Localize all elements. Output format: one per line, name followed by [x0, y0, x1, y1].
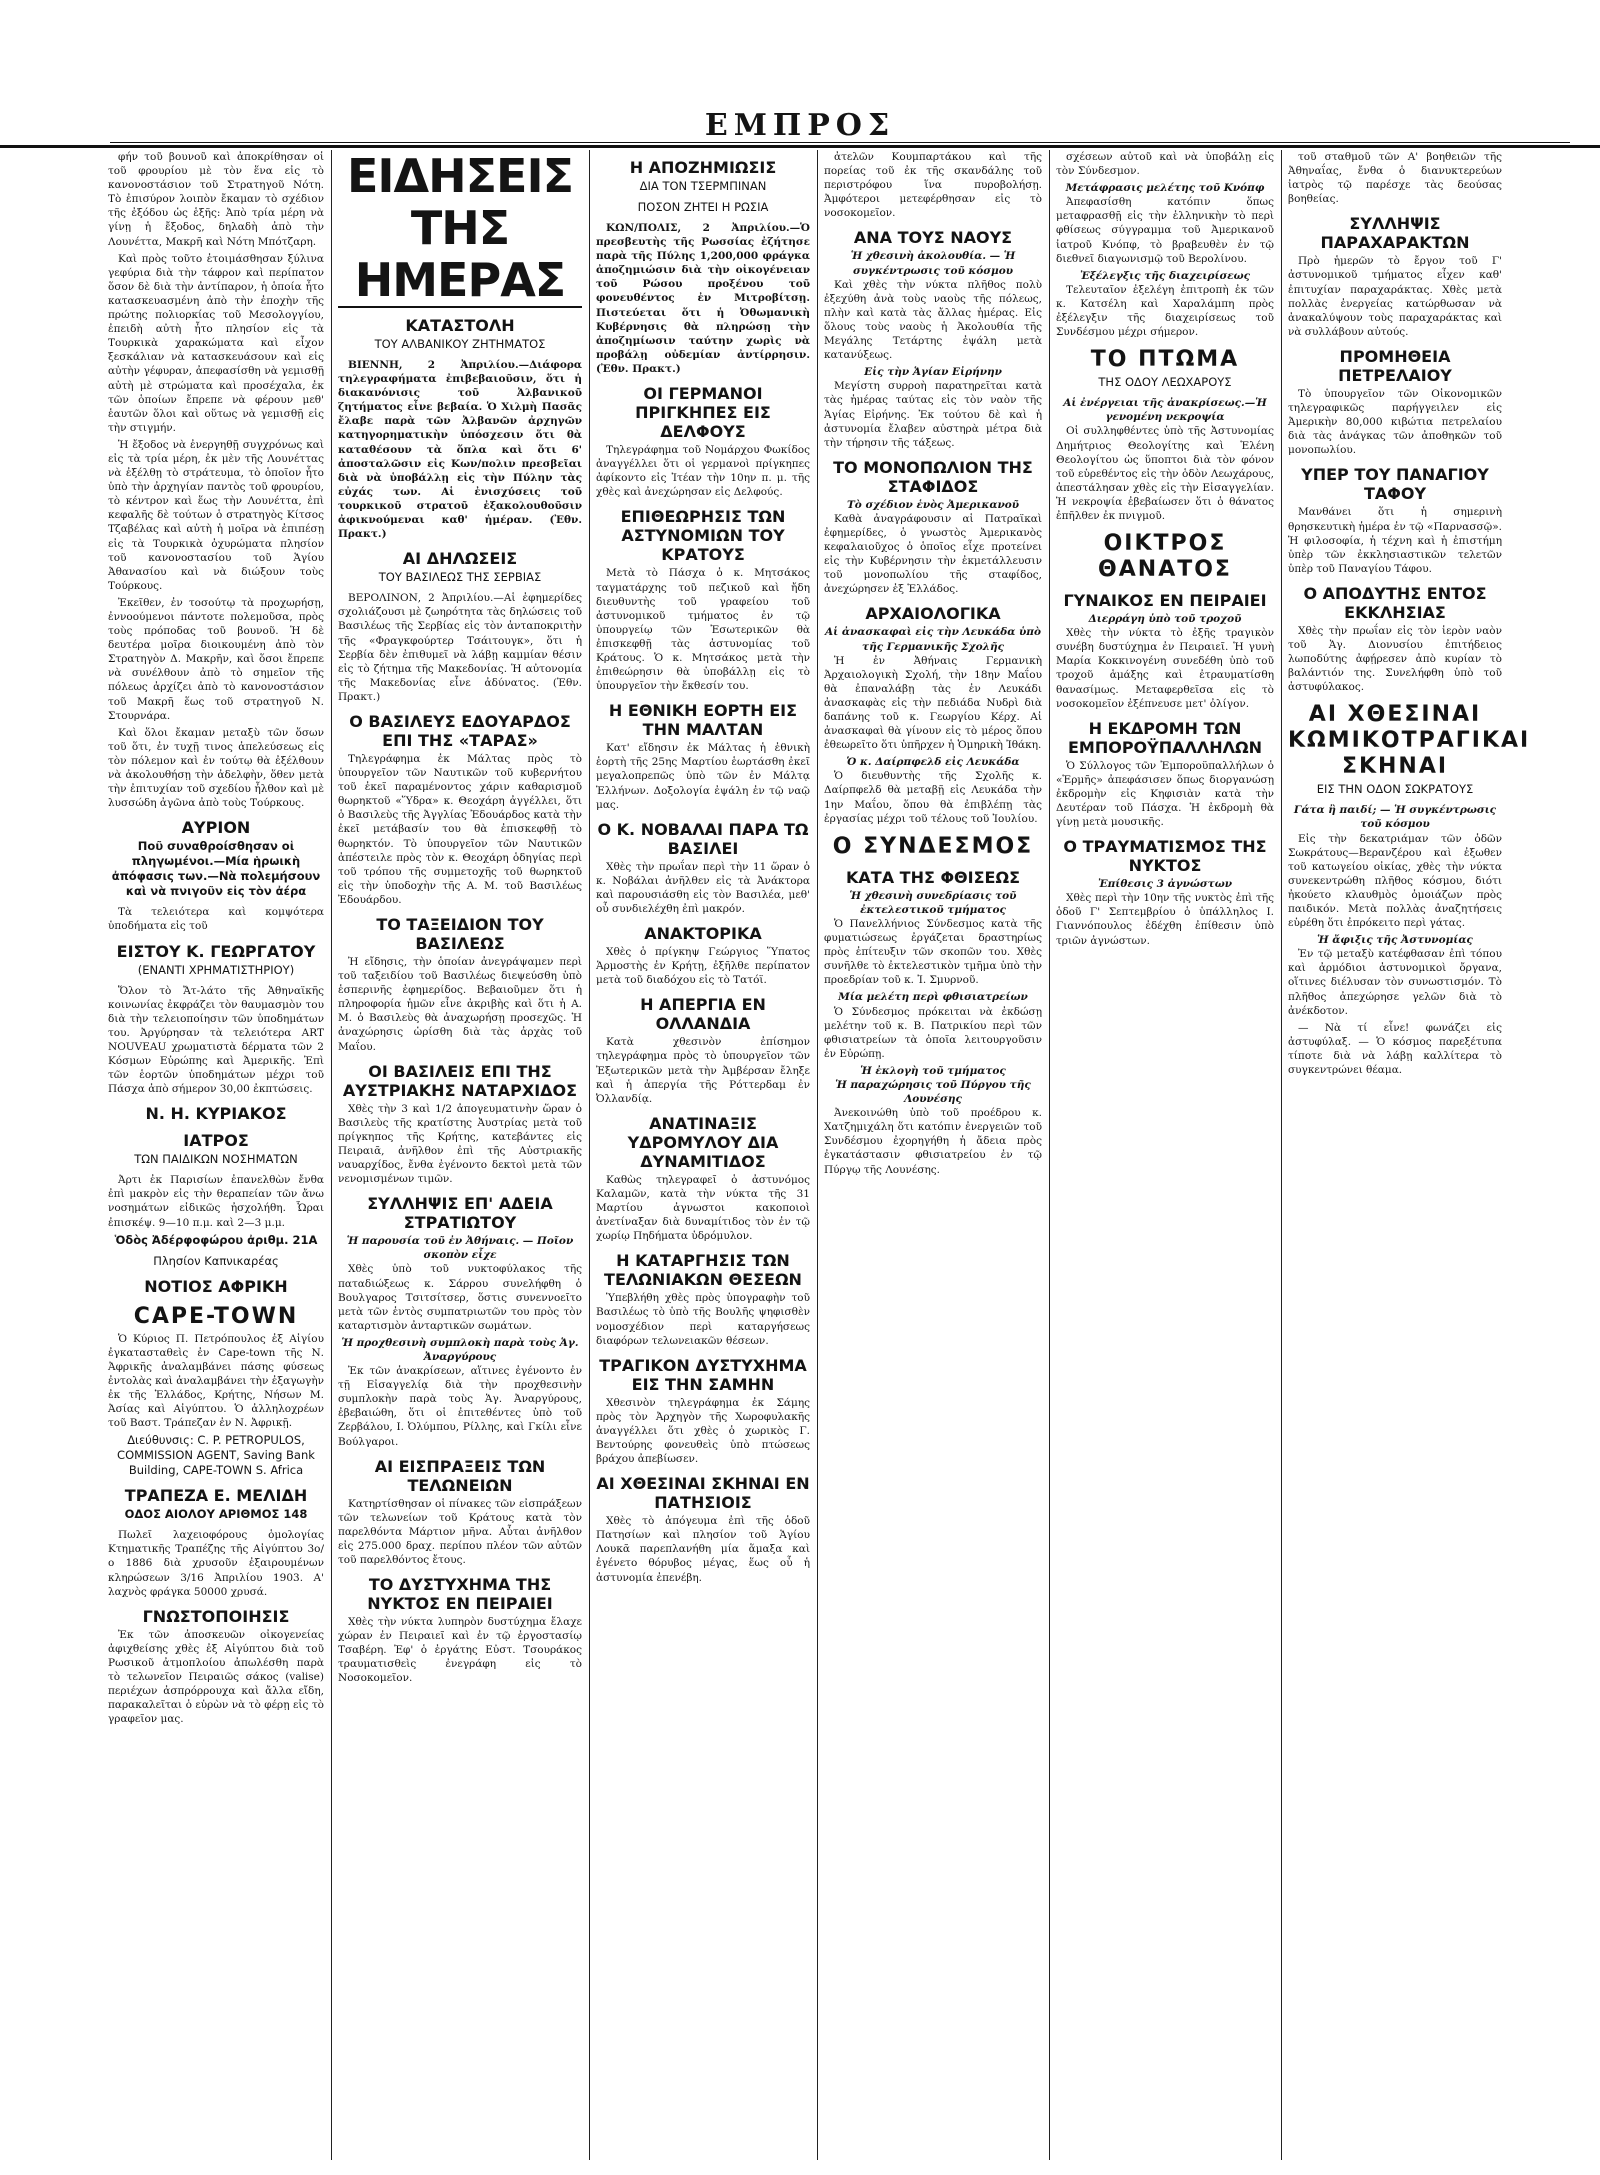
article-heading: ΤΡΑΠΕΖΑ Ε. ΜΕΛΙΔΗ	[124, 1486, 308, 1506]
article-paragraph: Ἀπεφασίσθη κατόπιν ὅπως μεταφρασθῇ εἰς τὴν ἑλληνικὴν τὸ περὶ φθίσεως σύγγραμμα τοῦ Ἀμερικανοῦ ἰατροῦ Κνόπφ, τὸ βραβευθὲν ἐν τῷ διεθνεῖ διαγωνισμῷ τοῦ Βερολίνου.	[1056, 196, 1274, 265]
article-paragraph: Ἐκεῖθεν, ἐν τοσούτῳ τὰ προχωρήσῃ, ἐννοούμενοι πάντοτε πολεμοῦσα, πρὸς τοὺς πρόποδας τοῦ βουνοῦ. Ἡ δὲ δευτέρα μοῖρα διοικουμένη ἀπὸ τὸν Στρατηγὸν Δ. Μακρῆν, καὶ ὅσοι ἔπρεπε νὰ συνέλθουν ἀπὸ τὸ σημεῖον τῆς πόλεως ἀρχίζει ἀπὸ τὸ κανονοστάσιον τοῦ Μακρῆ ἕως τοῦ στρατηγοῦ Ν. Στουρνάρα.	[108, 596, 324, 722]
article-heading: ΑΝΑΤΙΝΑΞΙΣ ΥΔΡΟΜΥΛΟΥ ΔΙΑ ΔΥΝΑΜΙΤΙΔΟΣ	[627, 1113, 779, 1171]
article-subheading: Μετάφρασις μελέτης τοῦ Κνόπφ	[1065, 182, 1265, 195]
article-paragraph: Μεγίστη συρροὴ παρατηρεῖται κατὰ τὰς ἡμέρας ταύτας εἰς τὸν ναὸν τῆς Ἁγίας Εἰρήνης. Ἐκ τούτου δὲ καὶ ἡ ἀστυνομία ἔλαβεν αὐστηρὰ μέτρα διὰ τὴν τήρησιν τῆς τάξεως.	[824, 380, 1042, 449]
article-subheading: Ἡ προχθεσινὴ συμπλοκὴ παρὰ τοὺς Ἁγ. Ἀναργύρους	[341, 1336, 579, 1363]
article-subheading: (ΕΝΑΝΤΙ ΧΡΗΜΑΤΙΣΤΗΡΙΟΥ)	[137, 962, 295, 977]
column-1	[108, 150, 324, 2160]
article-paragraph: Εἰς τὴν δεκατριάμαν τῶν ὁδῶν Σωκράτους—Βερανζέρου καὶ ἐξωθεν τοῦ κατωγείου οἰκίας, χθὲς τὴν νύκτα συνεκεντρώθη πλῆθος κόσμου, διότι ἠκούετο κλαυθμὸς ὁμοιάζων πρὸς παιδικόν. Μετὰ πολλὰς ἀναζητήσεις εὑρέθη ὅτι ἐπρόκειτο περὶ γάτας.	[1288, 832, 1502, 930]
article-heading: ΚΑΤΑΣΤΟΛΗ	[405, 316, 515, 335]
article-heading: ΑΝΑΚΤΟΡΙΚΑ	[644, 924, 762, 944]
article-heading: ΣΥΛΛΗΨΙΣ ΕΠ' ΑΔΕΙΑ ΣΤΡΑΤΙΩΤΟΥ	[367, 1194, 553, 1233]
article-subheading: Ἐπίθεσις 3 ἀγνώστων	[1097, 878, 1232, 891]
article-heading: ΑΙ ΧΘΕΣΙΝΑΙ ΣΚΗΝΑΙ ΕΝ ΠΑΤΗΣΙΟΙΣ	[596, 1474, 810, 1513]
article-heading: Ο ΤΡΑΥΜΑΤΙΣΜΟΣ ΤΗΣ ΝΥΚΤΟΣ	[1063, 837, 1267, 876]
article-paragraph: Ὁ Σύλλογος τῶν Ἐμποροϋπαλλήλων ὁ «Ἑρμῆς» ἀπεφάσισεν ὅπως διοργανώσῃ ἐκδρομὴν εἰς Κηφισιὰν κατὰ τὴν Δευτέραν τοῦ Πάσχα. Ἡ ἐκδρομὴ θὰ γίνῃ μετὰ μουσικῆς.	[1056, 759, 1274, 829]
article-subheading: ΕΙΣ ΤΗΝ ΟΔΟΝ ΣΩΚΡΑΤΟΥΣ	[1316, 782, 1474, 797]
article-paragraph: Χθεσινὸν τηλεγράφημα ἐκ Σάμης πρὸς τὸν Ἀρχηγὸν τῆς Χωροφυλακῆς ἀναγγέλλει ὅτι χθὲς ὁ χωρικὸς Γ. Βεντούρης φονευθεὶς ὑπὸ πτώσεως βράχου ἀπεβίωσεν.	[596, 1396, 810, 1466]
column-divider	[817, 150, 818, 2160]
article-heading: ΑΡΧΑΙΟΛΟΓΙΚΑ	[865, 604, 1001, 624]
article-heading: ΑΙ ΕΙΣΠΡΑΞΕΙΣ ΤΩΝ ΤΕΛΩΝΕΙΩΝ	[374, 1456, 546, 1495]
article-paragraph: Καὶ ὅλοι ἔκαμαν μεταξὺ τῶν ὅσων τοῦ ὅτι, ἐν τυχῇ τινος ἀπελεύσεως εἰς τὸν πόλεμον καὶ ἐν τούτῳ θὰ ἐξέλθουν νὰ ἀκολουθήσῃ τὴν ἀδελφὴν, ὅθεν μετὰ τὴν ἐπιτυχίαν τοῦ σχεδίου ἦλθον καὶ μὲ λυσσώδη ἀγῶνα ἀπὸ τοὺς Τούρκους.	[108, 726, 324, 810]
article-paragraph: Οἱ συλληφθέντες ὑπὸ τῆς Ἀστυνομίας Δημήτριος Θεολογίτης καὶ Ἑλένη Θεολογίτου ὡς ὕποπτοι διὰ τὸν φόνον τοῦ εὑρεθέντος εἰς τὴν ὁδὸν Λεωχάρους, ἀπεστάλησαν χθὲς εἰς τὴν Εἰσαγγελίαν. Ἡ νεκροψία ἐβεβαίωσεν ὅτι ὁ θάνατος ἐπῆλθεν ἐκ πνιγμοῦ.	[1056, 425, 1274, 522]
article-paragraph: Καὶ πρὸς τοῦτο ἑτοιμάσθησαν ξύλινα γεφύρια διὰ τὴν τάφρον καὶ περίπατον ὅσον δὲ διὰ τὴν ἀντίπαρον, ἡ ὁποία ἦτο κατασκευασμένη ἀπὸ τὴν ἐποχὴν τῆς πρώτης πολιορκίας τοῦ Μεσολογγίου, ἐπειδὴ αὐτὴ ἦτο πλησίον εἰς τὰ Τουρκικὰ χαρακώματα καὶ εἶχον ξεσκάλιαν νὰ κατασκευάσουν καὶ εἰς αὐτὴν γέφυραν, ἀπεφασίσθη νὰ γεμισθῇ αὐτὴ μὲ στρώματα καὶ προσέχαλα, ἐκ τῶν ὁποίων ἔπρεπε νὰ φέρουν μεθ' ἑαυτῶν ὅλοι καὶ οὕτως νὰ γεμισθῇ εἰς τὴν στιγμήν.	[108, 252, 324, 434]
article-heading: Η ΑΠΕΡΓΙΑ ΕΝ ΟΛΛΑΝΔΙΑ	[640, 995, 766, 1034]
article-subheading: ΔΙΑ ΤΟΝ ΤΣΕΡΜΠΙΝΑΝ	[639, 179, 767, 193]
article-paragraph: Κατ' εἴδησιν ἐκ Μάλτας ἡ ἐθνικὴ ἑορτὴ τῆς 25ης Μαρτίου ἑωρτάσθη ἐκεῖ μεγαλοπρεπῶς ὑπὸ τῶν ἐν Μάλτᾳ Ἑλλήνων. Δοξολογία ἐψάλη ἐν τῷ ναῷ μας.	[596, 742, 810, 811]
article-heading: ΥΠΕΡ ΤΟΥ ΠΑΝΑΓΙΟΥ ΤΑΦΟΥ	[1301, 465, 1489, 504]
article-paragraph: Χθὲς τὴν πρωΐαν περὶ τὴν 11 ὥραν ὁ κ. Νοβάλαι ἀνῆλθεν εἰς τὰ Ἀνάκτορα καὶ παρουσιάσθη εἰς τὸν Βασιλέα, μεθ' οὗ συνδιελέχθη ἐπὶ μακρόν.	[596, 860, 810, 915]
article-paragraph: ΚΩΝ/ΠΟΛΙΣ, 2 Ἀπριλίου.—Ὁ πρεσβευτὴς τῆς Ρωσσίας ἐζήτησε παρὰ τῆς Πύλης 1,200,000 φράγκα ἀποζημιώσιν διὰ τὴν οἰκογένειαν τοῦ Ρώσου προξένου τοῦ φονευθέντος ἐν Μιτροβίτσῃ. Πιστεύεται ὅτι ἡ Ὀθωμανικὴ Κυβέρνησις θὰ πληρώσῃ τὴν ἀποζημίωσιν ταύτην χωρὶς νὰ προβάλῃ οὐδεμίαν ἀντίρρησιν. (Ἐθν. Πρακτ.)	[596, 222, 810, 375]
article-paragraph: Χθὲς τὴν πρωΐαν εἰς τὸν ἱερὸν ναὸν τοῦ Ἁγ. Διονυσίου ἐπιτήδειος λωποδύτης ἀφῄρεσεν ἀπὸ κυρίαν τὸ βαλάντιόν της. Συνελήφθη ὑπὸ τοῦ ἀστυφύλακος.	[1288, 624, 1502, 694]
article-heading: Η ΚΑΤΑΡΓΗΣΙΣ ΤΩΝ ΤΕΛΩΝΙΑΚΩΝ ΘΕΣΕΩΝ	[604, 1251, 802, 1290]
article-subheading: Ἡ ἐκλογὴ τοῦ τμήματος	[860, 1064, 1006, 1077]
article-paragraph: Ἀρτι ἐκ Παρισίων ἐπανελθὼν ἔνθα ἐπὶ μακρὸν εἰς τὴν θεραπείαν τῶν ἄνω νοσημάτων εἰδικῶς ἠσχολήθη. Ὧραι ἐπισκέψ. 9—10 π.μ. καὶ 2—3 μ.μ.	[108, 1174, 324, 1229]
article-paragraph: Πρὸ ἡμερῶν τὸ ἔργον τοῦ Γ' ἀστυνομικοῦ τμήματος εἶχεν καθ' ἐπιτυχίαν παραχαράκτας. Χθὲς μετὰ πολλὰς ἐνεργείας κατώρθωσαν νὰ ἀνακαλύψουν τοὺς παραχαράκτας καὶ νὰ συλλάβουν αὐτούς.	[1288, 255, 1502, 338]
column-3	[596, 150, 810, 2160]
article-heading: ΑΝΑ ΤΟΥΣ ΝΑΟΥΣ	[853, 228, 1013, 248]
article-subheading: Ἡ ἄφιξις τῆς Ἀστυνομίας	[1317, 934, 1473, 947]
column-6	[1288, 150, 1531, 2160]
article-paragraph: Ὁ Σύνδεσμος πρόκειται νὰ ἐκδώσῃ μελέτην τοῦ κ. Β. Πατρικίου περὶ τῶν φθισιατρείων τὰ ὁποῖα λειτουργοῦσιν ἐν Εὐρώπῃ.	[824, 1005, 1042, 1060]
article-paragraph: Ἀνεκοινώθη ὑπὸ τοῦ προέδρου κ. Χατζημιχάλη ὅτι κατόπιν ἐνεργειῶν τοῦ Συνδέσμου ἐχορηγήθη ἡ ἄδεια πρὸς ἐγκατάστασιν φθισιατρείου ἐν τῷ Πύργῳ τῆς Λουνέσης.	[824, 1107, 1042, 1176]
article-paragraph: Ἠ εἴδησις, τὴν ὁποίαν ἀνεγράψαμεν περὶ τοῦ ταξειδίου τοῦ Βασιλέως διεψεύσθη ὑπὸ ἑσπερινῆς ἐφημερίδος. Βεβαιοῦμεν ὅτι ἡ πληροφορία ἡμῶν εἶνε ἀκριβὴς καὶ ὅτι ἡ Α. Μ. ὁ Βασιλεὺς θὰ ἀναχωρήσῃ προσεχῶς. Ἡ ἀναχώρησις ὡρίσθη διὰ τὰς ἀρχὰς τοῦ Μαΐου.	[338, 956, 582, 1053]
article-paragraph: Καθὰ ἀναγράφουσιν αἱ Πατραϊκαὶ ἐφημερίδες, ὁ γνωστὸς Ἀμερικανὸς κεφαλαιοῦχος ὁ ὁποῖος εἶχε προτείνει εἰς τὴν Κυβέρνησιν τὴν ἐκμετάλλευσιν τοῦ μονοπωλίου τῆς σταφίδος, ἀνεχώρησεν ἐξ Ἑλλάδος.	[824, 512, 1042, 596]
article-heading: Ν. Η. ΚΥΡΙΑΚΟΣ	[145, 1104, 287, 1124]
article-subheading: Ἡ χθεσινὴ ἀκολουθία. — Ἡ συγκέντρωσις τοῦ κόσμου	[850, 250, 1016, 277]
article-paragraph: Χθὲς τὴν νύκτα λυπηρὸν δυστύχημα ἔλαχε χώραν ἐν Πειραιεῖ καὶ ἐν τῷ ἐργοστασίῳ Τσαβέρη. Ἐφ' ὁ ἐργάτης Εὐστ. Τσουράκος τραυματισθεὶς ἐνεγράφη εἰς τὸ Νοσοκομεῖον.	[338, 1616, 582, 1685]
article-heading: Η ΕΘΝΙΚΗ ΕΟΡΤΗ ΕΙΣ ΤΗΝ ΜΑΛΤΑΝ	[608, 701, 798, 740]
article-heading: ΣΥΛΛΗΨΙΣ ΠΑΡΑΧΑΡΑΚΤΩΝ	[1320, 214, 1470, 253]
article-subheading: Διερράγη ὑπὸ τοῦ τροχοῦ	[1088, 613, 1242, 626]
article-heading: ΕΠΙΘΕΩΡΗΣΙΣ ΤΩΝ ΑΣΤΥΝΟΜΙΩΝ ΤΟΥ ΚΡΑΤΟΥΣ	[620, 507, 786, 565]
article-heading: ΤΟ ΤΑΞΕΙΔΙΟΝ ΤΟΥ ΒΑΣΙΛΕΩΣ	[376, 915, 544, 953]
article-paragraph: Μετὰ τὸ Πάσχα ὁ κ. Μητσάκος ταγματάρχης τοῦ πεζικοῦ καὶ ἤδη διευθυντὴς τοῦ γραφείου τοῦ ἀστυνομικοῦ τμήματος ἐν τῷ ὑπουργείῳ τῶν Ἐσωτερικῶν θὰ ἐπισκεφθῇ τὰς ἀστυνομίας τοῦ Κράτους. Ὁ κ. Μητσάκος μετὰ τὴν ἐπιθεώρησιν θὰ ὑποβάλλῃ εἰς τὸ ὑπουργεῖον τὴν ἔκθεσίν του.	[596, 567, 810, 693]
article-heading: Η ΕΚΔΡΟΜΗ ΤΩΝ ΕΜΠΟΡΟΫΠΑΛΛΗΛΩΝ	[1067, 718, 1263, 757]
article-paragraph: Ὑπεβλήθη χθὲς πρὸς ὑπογραφὴν τοῦ Βασιλέως τὸ ὑπὸ τῆς Βουλῆς ψηφισθὲν νομοσχέδιον περὶ καταργήσεως διαφόρων τελωνειακῶν θέσεων.	[596, 1292, 810, 1347]
article-heading: ΠΡΟΜΗΘΕΙΑ ΠΕΤΡΕΛΑΙΟΥ	[1338, 346, 1452, 385]
article-subheading: Εἰς τὴν Ἁγίαν Εἰρήνην	[864, 366, 1002, 379]
article-heading: ΑΙ ΧΘΕΣΙΝΑΙ ΚΩΜΙΚΟΤΡΑΓΙΚΑΙ ΣΚΗΝΑΙ	[1288, 702, 1531, 780]
article-subheading: Τὸ σχέδιον ἑνὸς Ἀμερικανοῦ	[846, 498, 1020, 511]
article-heading: Η ΑΠΟΖΗΜΙΩΣΙΣ	[629, 158, 777, 177]
article-paragraph: Χθὲς τὸ ἀπόγευμα ἐπὶ τῆς ὁδοῦ Πατησίων καὶ πλησίον τοῦ Ἁγίου Λουκᾶ παρεπλανήθη μία ἅμαξα καὶ ἐγένετο θόρυβος μέγας, ἕως οὗ ἡ ἀστυνομία ἐπενέβη.	[596, 1515, 810, 1584]
article-paragraph: Χθὲς περὶ τὴν 10ην τῆς νυκτὸς ἐπὶ τῆς ὁδοῦ Γ' Σεπτεμβρίου ὁ ὑπάλληλος Ι. Γιαννόπουλος ἐδέχθη ἐπίθεσιν ὑπὸ τριῶν ἀγνώστων.	[1056, 892, 1274, 947]
article-paragraph: — Νὰ τί εἶνε! φωνάζει εἰς ἀστυφύλαξ. — Ὁ κόσμος παρεξέτυπα τίποτε διὰ νὰ λάβῃ καλλίτερα τὸ συγκεντρώνει θέαμα.	[1288, 1021, 1502, 1077]
article-subheading: Ἡ χθεσινὴ συνεδρίασις τοῦ ἐκτελεστικοῦ τμήματος	[849, 889, 1017, 916]
article-subheading: Ποῦ συναθροίσθησαν οἱ πληγωμένοι.—Μία ἡρωικὴ ἀπόφασις των.—Νὰ πολεμήσουν καὶ νὰ πνιγοῦν εἰς τὸν ἀέρα	[111, 839, 321, 899]
article-heading: ΤΡΑΓΙΚΟΝ ΔΥΣΤΥΧΗΜΑ ΕΙΣ ΤΗΝ ΣΑΜΗΝ	[599, 1355, 807, 1394]
article-paragraph: Ἡ ἔξοδος νὰ ἐνεργηθῇ συγχρόνως καὶ εἰς τὰ τρία μέρη, ἐκ μὲν τῆς Λουνέττας νὰ ἐξέλθῃ τὸ στράτευμα, τὸ ὁποῖον ἦτο ὑπὸ τὴν ἀρχηγίαν παντὸς τοῦ φρουρίου, τὸ κέντρον καὶ ἕως τὴν Λουνέττα, ἐπὶ κεφαλῆς δὲ τούτων ὁ στρατηγὸς Κίτσος Τζαβέλας καὶ αὐτὴ ἡ μοῖρα νὰ ἐπιπέσῃ εἰς τὰ Τουρκικὰ ὀχυρώματα πλησίον τοῦ κανονοστασίου τοῦ Ἁγίου Ἀθανασίου καὶ νὰ διώξουν τοὺς Τούρκους.	[108, 438, 324, 592]
article-heading: CAPE-TOWN	[133, 1303, 299, 1329]
article-paragraph: Κατὰ χθεσινὸν ἐπίσημον τηλεγράφημα πρὸς τὸ ὑπουργεῖον τῶν Ἐξωτερικῶν μετὰ τὴν Ἀμβέρσαν ἔληξε καὶ ἡ ἀπεργία τῆς Ρόττερδαμ ἐν Ὀλλανδίᾳ.	[596, 1036, 810, 1105]
article-subheading: ΤΟΥ ΒΑΣΙΛΕΩΣ ΤΗΣ ΣΕΡΒΙΑΣ	[378, 570, 542, 585]
article-subheading: Γάτα ἢ παιδί; — Ἡ συγκέντρωσις τοῦ κόσμου	[1293, 804, 1497, 831]
masthead	[0, 0, 1600, 148]
article-heading: ΓΝΩΣΤΟΠΟΙΗΣΙΣ	[142, 1606, 290, 1626]
article-paragraph: Ἐκ τῶν ἀνακρίσεων, αἵτινες ἐγένοντο ἐν τῇ Εἰσαγγελίᾳ διὰ τὴν προχθεσινὴν συμπλοκὴν παρὰ τοὺς Ἁγ. Ἀναργύρους, ἐβεβαιώθη, ὅτι οἱ ἐπιτεθέντες ὑπὸ τοῦ Ζερβάλου, Ι. Ὀλύμπου, Ρίλλης, καὶ Γκίλι εἶνε Βούλγαροι.	[338, 1365, 582, 1448]
article-subheading: Αἱ ἀνασκαφαὶ εἰς τὴν Λευκάδα ὑπὸ τῆς Γερμανικῆς Σχολῆς	[825, 626, 1041, 653]
newspaper-title: ΕΜΠΡΟΣ	[704, 108, 896, 143]
article-paragraph: Χθὲς τὴν νύκτα τὸ ἐξῆς τραγικὸν συνέβη δυστύχημα ἐν Πειραιεῖ. Ἡ γυνὴ Μαρία Κοκκινογένη συνεδέθη ὑπὸ τοῦ τροχοῦ ἁμάξης καὶ ἐτραυματίσθη θανασίμως. Μεταφερθεῖσα εἰς τὸ νοσοκομεῖον ἐξέπνευσε μετ' ὀλίγον.	[1056, 627, 1274, 710]
article-paragraph: Ἐκ τῶν ἀποσκευῶν οἰκογενείας ἀφιχθείσης χθὲς ἐξ Αἰγύπτου διὰ τοῦ Ρωσικοῦ ἀτμοπλοίου ἀπωλέσθη παρὰ τὸ τελωνεῖον Πειραιῶς σάκος (valise) περιέχων ἀσπρόρρουχα καὶ ἄλλα εἴδη, παρακαλεῖται ὁ εὑρὼν νὰ τὸ φέρῃ εἰς τὸ γραφεῖον μας.	[108, 1628, 324, 1726]
article-paragraph: Τηλεγράφημα ἐκ Μάλτας πρὸς τὸ ὑπουργεῖον τῶν Ναυτικῶν τοῦ κυβερνήτου τοῦ ἐκεῖ παραμένοντος χάριν καθαρισμοῦ θωρηκτοῦ «Ὕδρα» κ. Θεοχάρη ἀγγέλλει, ὅτι ὁ Βασιλεὺς τῆς Ἀγγλίας Ἐδουάρδος κατὰ τὴν ἐκεῖ μετάβασίν του θὰ ἐπισκεφθῇ τὸ θωρηκτόν. Τὸ ὑπουργεῖον τῶν Ναυτικῶν ἀπέστειλε πρὸς τὸν κ. Θεοχάρη ὁδηγίας περὶ τοῦ τρόπου τῆς συμμετοχῆς τοῦ θωρηκτοῦ εἰς τὴν ὑποδοχὴν τῆς Α. Μ. τοῦ Βασιλέως Ἐδουάρδου.	[338, 752, 582, 906]
article-paragraph: Ὁ Κύριος Π. Πετρόπουλος ἐξ Αἰγίου ἐγκατασταθεὶς ἐν Cape-town τῆς Ν. Ἀφρικῆς ἀναλαμβάνει πάσης φύσεως ἐντολὰς καὶ ἀναλαμβάνει τὴν ἐξαγωγὴν ἐκ τῆς Ἑλλάδος, Κρήτης, Νήσων Μ. Ἀσίας καὶ Αἰγύπτου. Ὁ ἀλληλοχρέων τοῦ Βαστ. Τράπεζαν ἐν Ν. Ἀφρικῇ.	[108, 1332, 324, 1430]
article-heading: ΙΑΤΡΟΣ	[183, 1131, 249, 1151]
article-heading: ΟΙΚΤΡΟΣ ΘΑΝΑΤΟΣ	[1098, 531, 1232, 583]
article-paragraph: Καθὼς τηλεγραφεῖ ὁ ἀστυνόμος Καλαμῶν, κατὰ τὴν νύκτα τῆς 31 Μαρτίου ἀγνωστοι κακοποιοὶ ἀνετίναξαν διὰ δυναμίτιδος τὸν ἐν τῷ χωρίῳ Πηδήματα ὑδρόμυλον.	[596, 1173, 810, 1243]
article-paragraph: Τὸ ὑπουργεῖον τῶν Οἰκονομικῶν τηλεγραφικῶς παρήγγειλεν εἰς Ἀμερικὴν 80,000 κιβώτια πετρελαίου διὰ τὰς ἀνάγκας τῶν ἀποθηκῶν τοῦ μονοπωλίου.	[1288, 387, 1502, 457]
article-heading: ΓΥΝΑΙΚΟΣ ΕΝ ΠΕΙΡΑΙΕΙ	[1063, 591, 1267, 611]
article-paragraph: ἀτελῶν Κουμπαρτάκου καὶ τῆς πορείας τοῦ ἐκ τῆς σκανδάλης τοῦ περιστρόφου ἵνα πυροβολήσῃ. Ἀμφότεροι μετεφέρθησαν εἰς τὸ νοσοκομεῖον.	[824, 151, 1042, 220]
article-paragraph: φήν τοῦ βουνοῦ καὶ ἀποκρίθησαν οἱ τοῦ φρουρίου μὲ τὸν ἕνα εἰς τὸ κανονοστάσιον τοῦ Στρατηγοῦ Νότη. Τὸ ἐπισύρον λοιπὸν ἔκαμαν τὸ σχέδιον τῆς ἐξόδου ὡς ἑξῆς: Ἀπὸ τρία μέρη νὰ γίνῃ ἡ ἔξοδος, δηλαδὴ ἀπὸ τὴν Λουνέττα, Μακρῆ καὶ Νότη Μπότζαρη.	[108, 151, 324, 248]
article-subheading: Ἐξέλεγξις τῆς διαχειρίσεως	[1079, 269, 1251, 282]
article-heading: Ο ΒΑΣΙΛΕΥΣ ΕΔΟΥΑΡΔΟΣ ΕΠΙ ΤΗΣ «ΤΑΡΑΣ»	[349, 711, 571, 750]
article-heading: ΟΙ ΒΑΣΙΛΕΙΣ ΕΠΙ ΤΗΣ ΑΥΣΤΡΙΑΚΗΣ ΝΑΤΑΡΧΙΔΟΣ	[342, 1061, 578, 1100]
article-heading: ΚΑΤΑ ΤΗΣ ΦΘΙΣΕΩΣ	[846, 867, 1020, 887]
article-paragraph: Τηλεγράφημα τοῦ Νομάρχου Φωκίδος ἀναγγέλλει ὅτι οἱ γερμανοὶ πρίγκηπες ἀφίκοντο εἰς Ἰτέαν τὴν 10ην π. μ. τῆς χθὲς καὶ ἀνεχώρησαν εἰς Δελφούς.	[596, 444, 810, 499]
article-paragraph: ΒΙΕΝΝΗ, 2 Ἀπριλίου.—Διάφορα τηλεγραφήματα ἐπιβεβαιοῦσιν, ὅτι ἡ διακανόνισις τοῦ Ἀλβανικοῦ ζητήματος εἶνε βεβαία. Ὁ Χιλμὴ Πασᾶς ἔλαβε παρὰ τῶν Ἀλβανῶν ἀρχηγῶν κατηγορηματικὴν ὑπόσχεσιν ὅτι θὰ καταθέσουν τὰ ὅπλα καὶ ὅτι 6' ἀποσταλῶσιν εἰς Κων/πολιν πρεσβεῖαι διὰ νὰ ὑποβάλλῃ εἰς τὴν Πύλην τὰς εὐχάς των. Αἱ ἐνισχύσεις τοῦ τουρκικοῦ στρατοῦ ἐξακολουθοῦσιν ἀφικνούμεναι καθ' ἡμέραν. (Ἐθν. Πρακτ.)	[338, 359, 582, 541]
column-divider	[331, 150, 332, 2160]
article-subheading: Ἡ παραχώρησις τοῦ Πύργου τῆς Λουνέσης	[835, 1078, 1031, 1106]
masthead-rule	[110, 142, 1570, 143]
article-subheading: Πλησίον Καπνικαρέας	[153, 1253, 279, 1268]
article-heading: ΝΟΤΙΟΣ ΑΦΡΙΚΗ	[144, 1276, 288, 1296]
article-subheading: ΤΗΣ ΟΔΟΥ ΛΕΩΧΑΡΟΥΣ	[1098, 375, 1232, 390]
article-paragraph: σχέσεων αὐτοῦ καὶ νὰ ὑποβάλῃ εἰς τὸν Σύνδεσμον.	[1056, 151, 1274, 178]
column-4	[824, 150, 1042, 2160]
article-paragraph: ΒΕΡΟΛΙΝΟΝ, 2 Ἀπριλίου.—Αἱ ἐφημερίδες σχολιάζουσι μὲ ζωηρότητα τὰς δηλώσεις τοῦ Βασιλέως τῆς Σερβίας εἰς τὸν ἀνταποκριτὴν τῆς «Φραγκφούρτερ Τσάιτουγκ», ὅτι ἡ Σερβία δὲν ἐπιθυμεῖ νὰ λάβῃ καμμίαν θέσιν εἰς τὸ ζήτημα τῆς Μακεδονίας. Ἡ αὐτονομία τῆς Μακεδονίας εἶνε ἀδύνατος. (Ἐθν. Πρακτ.)	[338, 592, 582, 703]
article-paragraph: Ὁ διευθυντὴς τῆς Σχολῆς κ. Δαίρπφελδ θὰ μεταβῇ εἰς Λευκάδα τὴν 1ην Μαΐου, ὅπου θὰ ἐπιβλέπῃ τὰς ἐργασίας μέχρι τοῦ τέλους τοῦ Ἰουλίου.	[824, 770, 1042, 825]
article-heading: ΟΙ ΓΕΡΜΑΝΟΙ ΠΡΙΓΚΗΠΕΣ ΕΙΣ ΔΕΛΦΟΥΣ	[635, 384, 771, 442]
article-subheading: Ὁ κ. Δαίρπφελδ εἰς Λευκάδα	[846, 756, 1020, 769]
article-subheading: ΤΟΥ ΑΛΒΑΝΙΚΟΥ ΖΗΤΗΜΑΤΟΣ	[374, 337, 546, 351]
article-heading: ΑΙ ΔΗΛΩΣΕΙΣ	[402, 549, 518, 569]
article-paragraph: Χθὲς ὑπὸ τοῦ νυκτοφύλακος τῆς παταδιώξεως κ. Σάρρου συνελήφθη ὁ Βουλγαρος Τσιτσίτσερ, ὅστις συνεννοεῖτο μετὰ τῶν ἐντὸς συμπατριωτῶν του πρὸς τὸν καταρτισμὸν ἀνταρτικῶν σωμάτων.	[338, 1263, 582, 1332]
article-heading: ΑΥΡΙΟΝ	[181, 818, 251, 838]
article-heading: ΤΟ ΠΤΩΜΑ	[1090, 347, 1240, 373]
article-paragraph: Χθὲς τὴν 3 καὶ 1/2 ἀπογευματινὴν ὥραν ὁ Βασιλεὺς τῆς κρατίστης Ἀυστρίας μετὰ τοῦ πρίγκηπος τῆς Κρήτης, κατεβάντες εἰς Πειραιᾶ, ἀνῆλθον ἐπὶ τῆς Αὐστριακῆς ναυαρχίδος, ἔνθα ἐγένοντο δεκτοὶ μετὰ τῶν νενομισμένων τιμῶν.	[338, 1102, 582, 1186]
article-paragraph: Καὶ χθὲς τὴν νύκτα πλῆθος πολὺ ἐξεχύθη ἀνὰ τοὺς ναοὺς τῆς πόλεως, πλὴν καὶ κατὰ τὰς ἄλλας ἡμέρας. Εἰς ὅλους τοὺς ναοὺς ἡ Ἀκολουθία τῆς Μεγάλης Τετάρτης ἐψάλη μετὰ κατανύξεως.	[824, 278, 1042, 362]
article-heading: ΤΟ ΔΥΣΤΥΧΗΜΑ ΤΗΣ ΝΥΚΤΟΣ ΕΝ ΠΕΙΡΑΙΕΙ	[367, 1575, 553, 1614]
article-subheading: ΠΟΣΟΝ ΖΗΤΕΙ Η ΡΩΣΙΑ	[637, 200, 769, 214]
article-heading: Ο ΑΠΟΔΥΤΗΣ ΕΝΤΟΣ ΕΚΚΛΗΣΙΑΣ	[1303, 583, 1487, 622]
article-paragraph: Τὰ τελειότερα καὶ κομψότερα ὑποδήματα εἰς τοῦ	[108, 906, 324, 933]
article-subheading: Μία μελέτη περὶ φθισιατρείων	[838, 991, 1028, 1004]
article-paragraph: Μανθάνει ὅτι ἡ σημερινὴ θρησκευτικὴ ἡμέρα ἐν τῷ «Παρνασσῷ». Ἡ φιλοσοφία, ἡ τέχνη καὶ ἡ ἐπιστήμη ὑπὲρ τῶν ἐκκλησιαστικῶν τελετῶν ὑπὲρ τοῦ Παναγίου Τάφου.	[1288, 506, 1502, 575]
article-heading: ΤΟ ΜΟΝΟΠΩΛΙΟΝ ΤΗΣ ΣΤΑΦΙΔΟΣ	[833, 457, 1033, 496]
column-divider	[1049, 150, 1050, 2160]
article-subheading: ΟΔΟΣ ΑΙΟΛΟΥ ΑΡΙΘΜΟΣ 148	[124, 1507, 308, 1522]
article-heading: ΕΙΣΤΟΥ Κ. ΓΕΩΡΓΑΤΟΥ	[116, 941, 316, 961]
column-2	[338, 150, 582, 2160]
article-subheading: Αἱ ἐνέργειαι τῆς ἀνακρίσεως.—Ἡ γενομένη νεκροψία	[1063, 397, 1267, 424]
article-paragraph: Κατηρτίσθησαν οἱ πίνακες τῶν εἰσπράξεων τῶν τελωνείων τοῦ Κράτους κατὰ τὸν παρελθόντα Μάρτιον μῆνα. Αὗται ἀνῆλθον εἰς 275.000 δραχ. περίπου πλέον τῶν αὐτῶν τοῦ παρελθόντος ἔτους.	[338, 1497, 582, 1566]
column-divider	[1281, 150, 1282, 2160]
article-paragraph: Ἐν τῷ μεταξὺ κατέφθασαν ἐπὶ τόπου καὶ ἀρμόδιοι ἀστυνομικοὶ ὄργανα, οἵτινες διέλυσαν τὸν συνωστισμόν. Τὸ πλῆθος ἀπεχώρησε γελῶν διὰ τὸ ἀνέκδοτον.	[1288, 948, 1502, 1017]
article-paragraph: Ἡ ἐν Ἀθήναις Γερμανικὴ Ἀρχαιολογικὴ Σχολή, τὴν 18ην Μαΐου θὰ ἐπαναλάβῃ τὰς ἐν Λευκάδι ἀνασκαφὰς εἰς τὴν πεδιάδα Νυδρὶ διὰ δαπάνης τοῦ κ. Γεωργίου Κέρχ. Αἱ ἀνασκαφαὶ θὰ γίνουν εἰς τὸ μέρος ὅπου ἐθεωρεῖτο ὅτι ὑπῆρχεν ἡ Ὁμηρικὴ Ἰθάκη.	[824, 654, 1042, 752]
column-5	[1056, 150, 1274, 2160]
article-subheading: Διεύθυνσις: C. P. PETROPULOS, COMMISSION AGENT, Saving Bank Building, CAPE-TOWN S. Africa	[117, 1433, 315, 1478]
article-subheading: Ἡ παρουσία τοῦ ἐν Ἀθήναις. — Ποῖον σκοπὸν εἶχε	[346, 1235, 574, 1262]
article-heading: Ο Κ. ΝΟΒΑΛΑΙ ΠΑΡΑ ΤΩ ΒΑΣΙΛΕΙ	[597, 819, 809, 858]
article-paragraph: Χθὲς ὁ πρίγκηψ Γεώργιος Ὕπατος Ἁρμοστὴς ἐν Κρήτῃ, ἐξῆλθε περίπατον μετὰ τοῦ διαδόχου εἰς τὸ Τατόϊ.	[596, 946, 810, 987]
article-paragraph: τοῦ σταθμοῦ τῶν Α' βοηθειῶν τῆς Ἀθηναΐας, ἔνθα ὁ διανυκτερεύων ἰατρὸς τῷ παρέσχε τὰς δεούσας βοηθείας.	[1288, 151, 1502, 206]
article-paragraph: Ὅλον τὸ Ἄτ-λάτο τῆς Ἀθηναϊκῆς κοινωνίας ἐκφράζει τὸν θαυμασμὸν του διὰ τὴν τελειοποίησιν τῶν ὑποδημάτων του. Ἀργύρησαν τὰ τελειότερα ART NOUVEAU χρωματιστὰ δέρματα τῶν 2 Κόσμων Εὐρώπης καὶ Ἀμερικῆς. Ἐπὶ τῶν ἑορτῶν ὑποδημάτων μέχρι τοῦ Πάσχα ἀπὸ σήμερον 30,00 ἐκπτώσεις.	[108, 984, 324, 1096]
column-divider	[589, 150, 590, 2160]
article-paragraph: Πωλεῖ λαχειοφόρους ὁμολογίας Κτηματικῆς Τραπέζης τῆς Αἰγύπτου 3ο/ο 1886 διὰ χρυσοῦν ἐξαιρουμένων κληρώσεων 3/16 Ἀπριλίου 1903. Α' λαχνὸς φράγκα 50000 χρυσά.	[108, 1529, 324, 1598]
article-subheading: Ὁδὸς Ἀδέρφοφώρου ἀριθμ. 21Α	[114, 1232, 318, 1247]
section-headline: ΕΙΔΗΣΕΙΣ ΤΗΣ ΗΜΕΡΑΣ	[338, 150, 582, 308]
article-paragraph: Τελευταῖον ἐξελέγη ἐπιτροπὴ ἐκ τῶν κ. Κατσέλη καὶ Χαραλάμπη πρὸς ἐξέλεγξιν τῆς διαχειρίσεως τοῦ Συνδέσμου μέχρι σήμερον.	[1056, 283, 1274, 339]
article-subheading: ΤΩΝ ΠΑΙΔΙΚΩΝ ΝΟΣΗΜΑΤΩΝ	[134, 1152, 298, 1167]
article-heading: Ο ΣΥΝΔΕΣΜΟΣ	[832, 833, 1034, 859]
article-paragraph: Ὁ Πανελλήνιος Σύνδεσμος κατὰ τῆς φυματιώσεως ἐργάζεται δραστηρίως πρὸς ἐπίτευξιν τῶν σκοπῶν του. Χθὲς συνῆλθε τὸ ἐκτελεστικὸν τμῆμα ὑπὸ τὴν προεδρίαν τοῦ κ. Ἰ. Σμυρνοῦ.	[824, 917, 1042, 987]
